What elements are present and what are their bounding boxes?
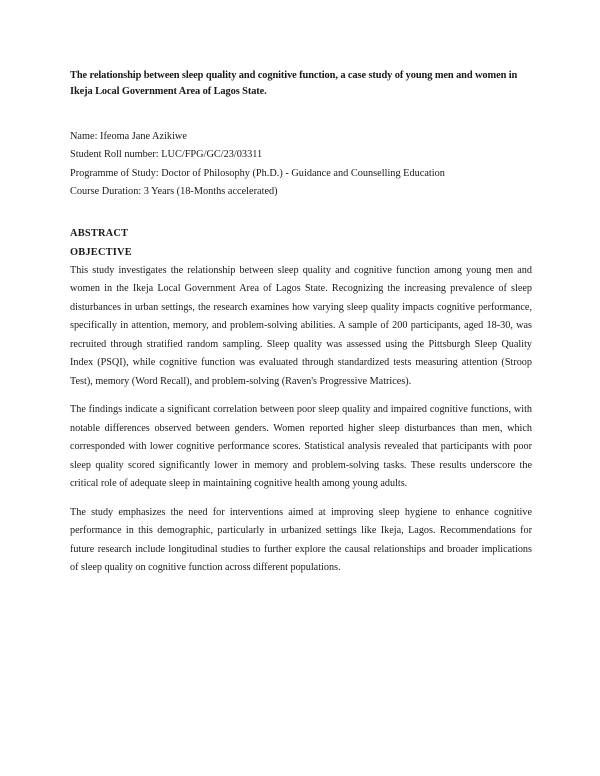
student-roll-number: Student Roll number: LUC/FPG/GC/23/03311 [70, 149, 263, 161]
abstract-heading: ABSTRACT [70, 227, 129, 239]
abstract-paragraph-3: The study emphasizes the need for interventions aimed at improving sleep hygiene to enhance cognitive performance in this demographic, particularly in urbanized settings like Ikeja, Lagos. Recommendations for future research include longitudinal studies to further explore the causal relationships and broader implications of sleep quality on cognitive function across different populations. [70, 506, 532, 574]
abstract-paragraph-2: The findings indicate a significant correlation between poor sleep quality and impaired cognitive functions, with notable differences observed between genders. Women reported higher sleep disturbances than men, which corresponded with lower cognitive performance scores. Statistical analysis revealed that participants with poor sleep quality scored significantly lower in memory and problem-solving tasks. These results underscore the critical role of adequate sleep in maintaining cognitive health among young adults. [70, 404, 532, 490]
abstract-paragraph-1: This study investigates the relationship between sleep quality and cognitive function among young men and women in the Ikeja Local Government Area of Lagos State. Recognizing the increasing prevalence of sleep disturbances in urban settings, the research examines how varying sleep quality impacts cognitive performance, specifically in attention, memory, and problem-solving abilities. A sample of 200 participants, aged 18-30, was recruited through stratified random sampling. Sleep quality was assessed using the Pittsburgh Sleep Quality Index (PSQI), while cognitive function was evaluated through standardized tests measuring attention (Stroop Test), memory (Word Recall), and problem-solving (Raven's Progressive Matrices). [70, 264, 532, 387]
document-page [70, 68, 532, 588]
objective-heading: OBJECTIVE [70, 246, 132, 258]
paper-title: The relationship between sleep quality and cognitive function, a case study of young men and women in Ikeja Local Government Area of Lagos State. [70, 70, 518, 97]
author-metadata [70, 128, 532, 202]
course-duration: Course Duration: 3 Years (18-Months accelerated) [70, 186, 278, 198]
author-name: Name: Ifeoma Jane Azikiwe [70, 131, 187, 142]
programme-of-study: Programme of Study: Doctor of Philosophy (Ph.D.) - Guidance and Counselling Education [70, 167, 445, 179]
